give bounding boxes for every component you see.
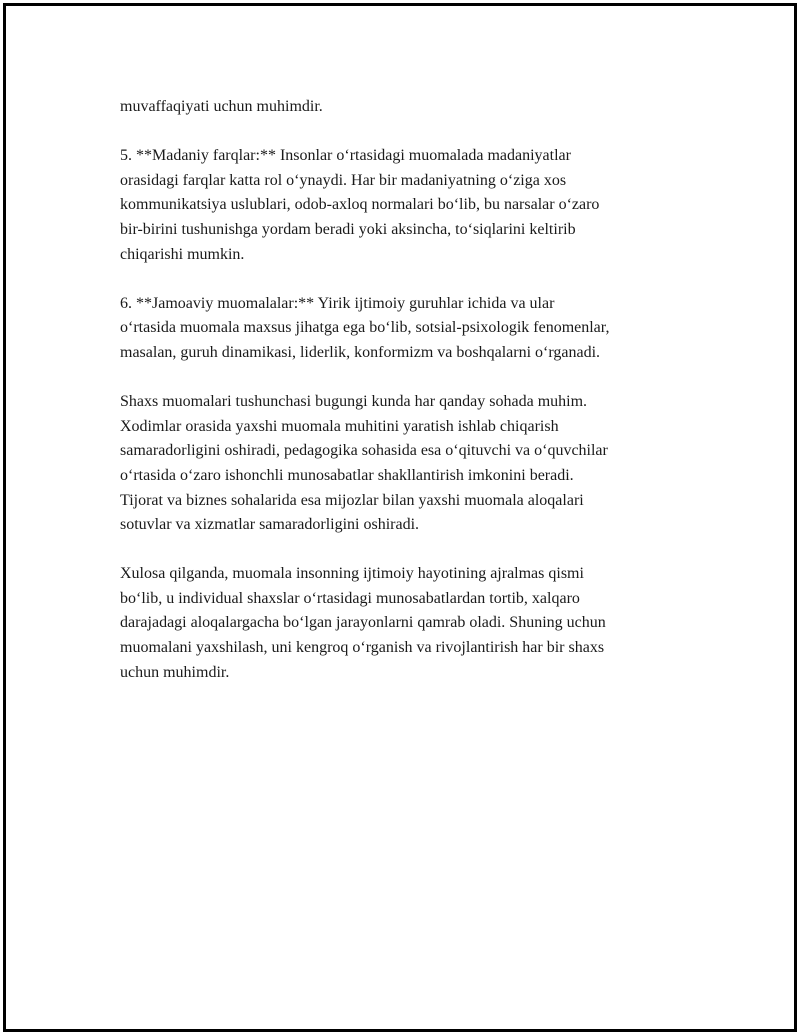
text-line: chiqarishi mumkin. xyxy=(120,245,245,263)
text-line: Xulosa qilganda, muomala insonning ijtimoiy hayotining ajralmas qismi xyxy=(120,565,584,583)
paragraph-jamoaviy-muomalalar xyxy=(120,292,700,366)
text-line: sotuvlar va xizmatlar samaradorligini oshiradi. xyxy=(120,516,420,534)
text-line: 5. **Madaniy farqlar:** Insonlar o‘rtasidagi muomalada madaniyatlar xyxy=(120,147,571,165)
text-line: o‘rtasida muomala maxsus jihatga ega bo‘lib, sotsial-psixologik fenomenlar, xyxy=(120,319,610,337)
paragraph-continuation xyxy=(120,95,700,120)
text-line: kommunikatsiya uslublari, odob-axloq normalari bo‘lib, bu narsalar o‘zaro xyxy=(120,196,600,214)
text-line: o‘rtasida o‘zaro ishonchli munosabatlar shakllantirish imkonini beradi. xyxy=(120,466,574,484)
text-line: Xodimlar orasida yaxshi muomala muhitini yaratish ishlab chiqarish xyxy=(120,417,559,435)
text-line: masalan, guruh dinamikasi, liderlik, konformizm va boshqalarni o‘rganadi. xyxy=(120,343,601,361)
text-line: bo‘lib, u individual shaxslar o‘rtasidagi munosabatlardan tortib, xalqaro xyxy=(120,589,580,607)
text-line: orasidagi farqlar katta rol o‘ynaydi. Har bir madaniyatning o‘ziga xos xyxy=(120,171,567,189)
text-line: uchun muhimdir. xyxy=(120,663,230,681)
text-line: muomalani yaxshilash, uni kengroq o‘rganish va rivojlantirish har bir shaxs xyxy=(120,639,605,657)
paragraph-shaxs-muomalari xyxy=(120,390,700,538)
paragraph-madaniy-farqlar xyxy=(120,144,700,267)
document-body xyxy=(120,95,700,710)
text-line: 6. **Jamoaviy muomalalar:** Yirik ijtimoiy guruhlar ichida va ular xyxy=(120,294,555,312)
text-line: darajadagi aloqalargacha bo‘lgan jarayonlarni qamrab oladi. Shuning uchun xyxy=(120,614,606,632)
paragraph-xulosa xyxy=(120,562,700,685)
text-line: Shaxs muomalari tushunchasi bugungi kunda har qanday sohada muhim. xyxy=(120,393,588,411)
text-line: bir-birini tushunishga yordam beradi yoki aksincha, to‘siqlarini keltirib xyxy=(120,220,576,238)
text-line: samaradorligini oshiradi, pedagogika sohasida esa o‘qituvchi va o‘quvchilar xyxy=(120,442,608,460)
document-page xyxy=(3,3,797,1032)
text-line: muvaffaqiyati uchun muhimdir. xyxy=(120,98,323,115)
text-line: Tijorat va biznes sohalarida esa mijozlar bilan yaxshi muomala aloqalari xyxy=(120,491,584,509)
